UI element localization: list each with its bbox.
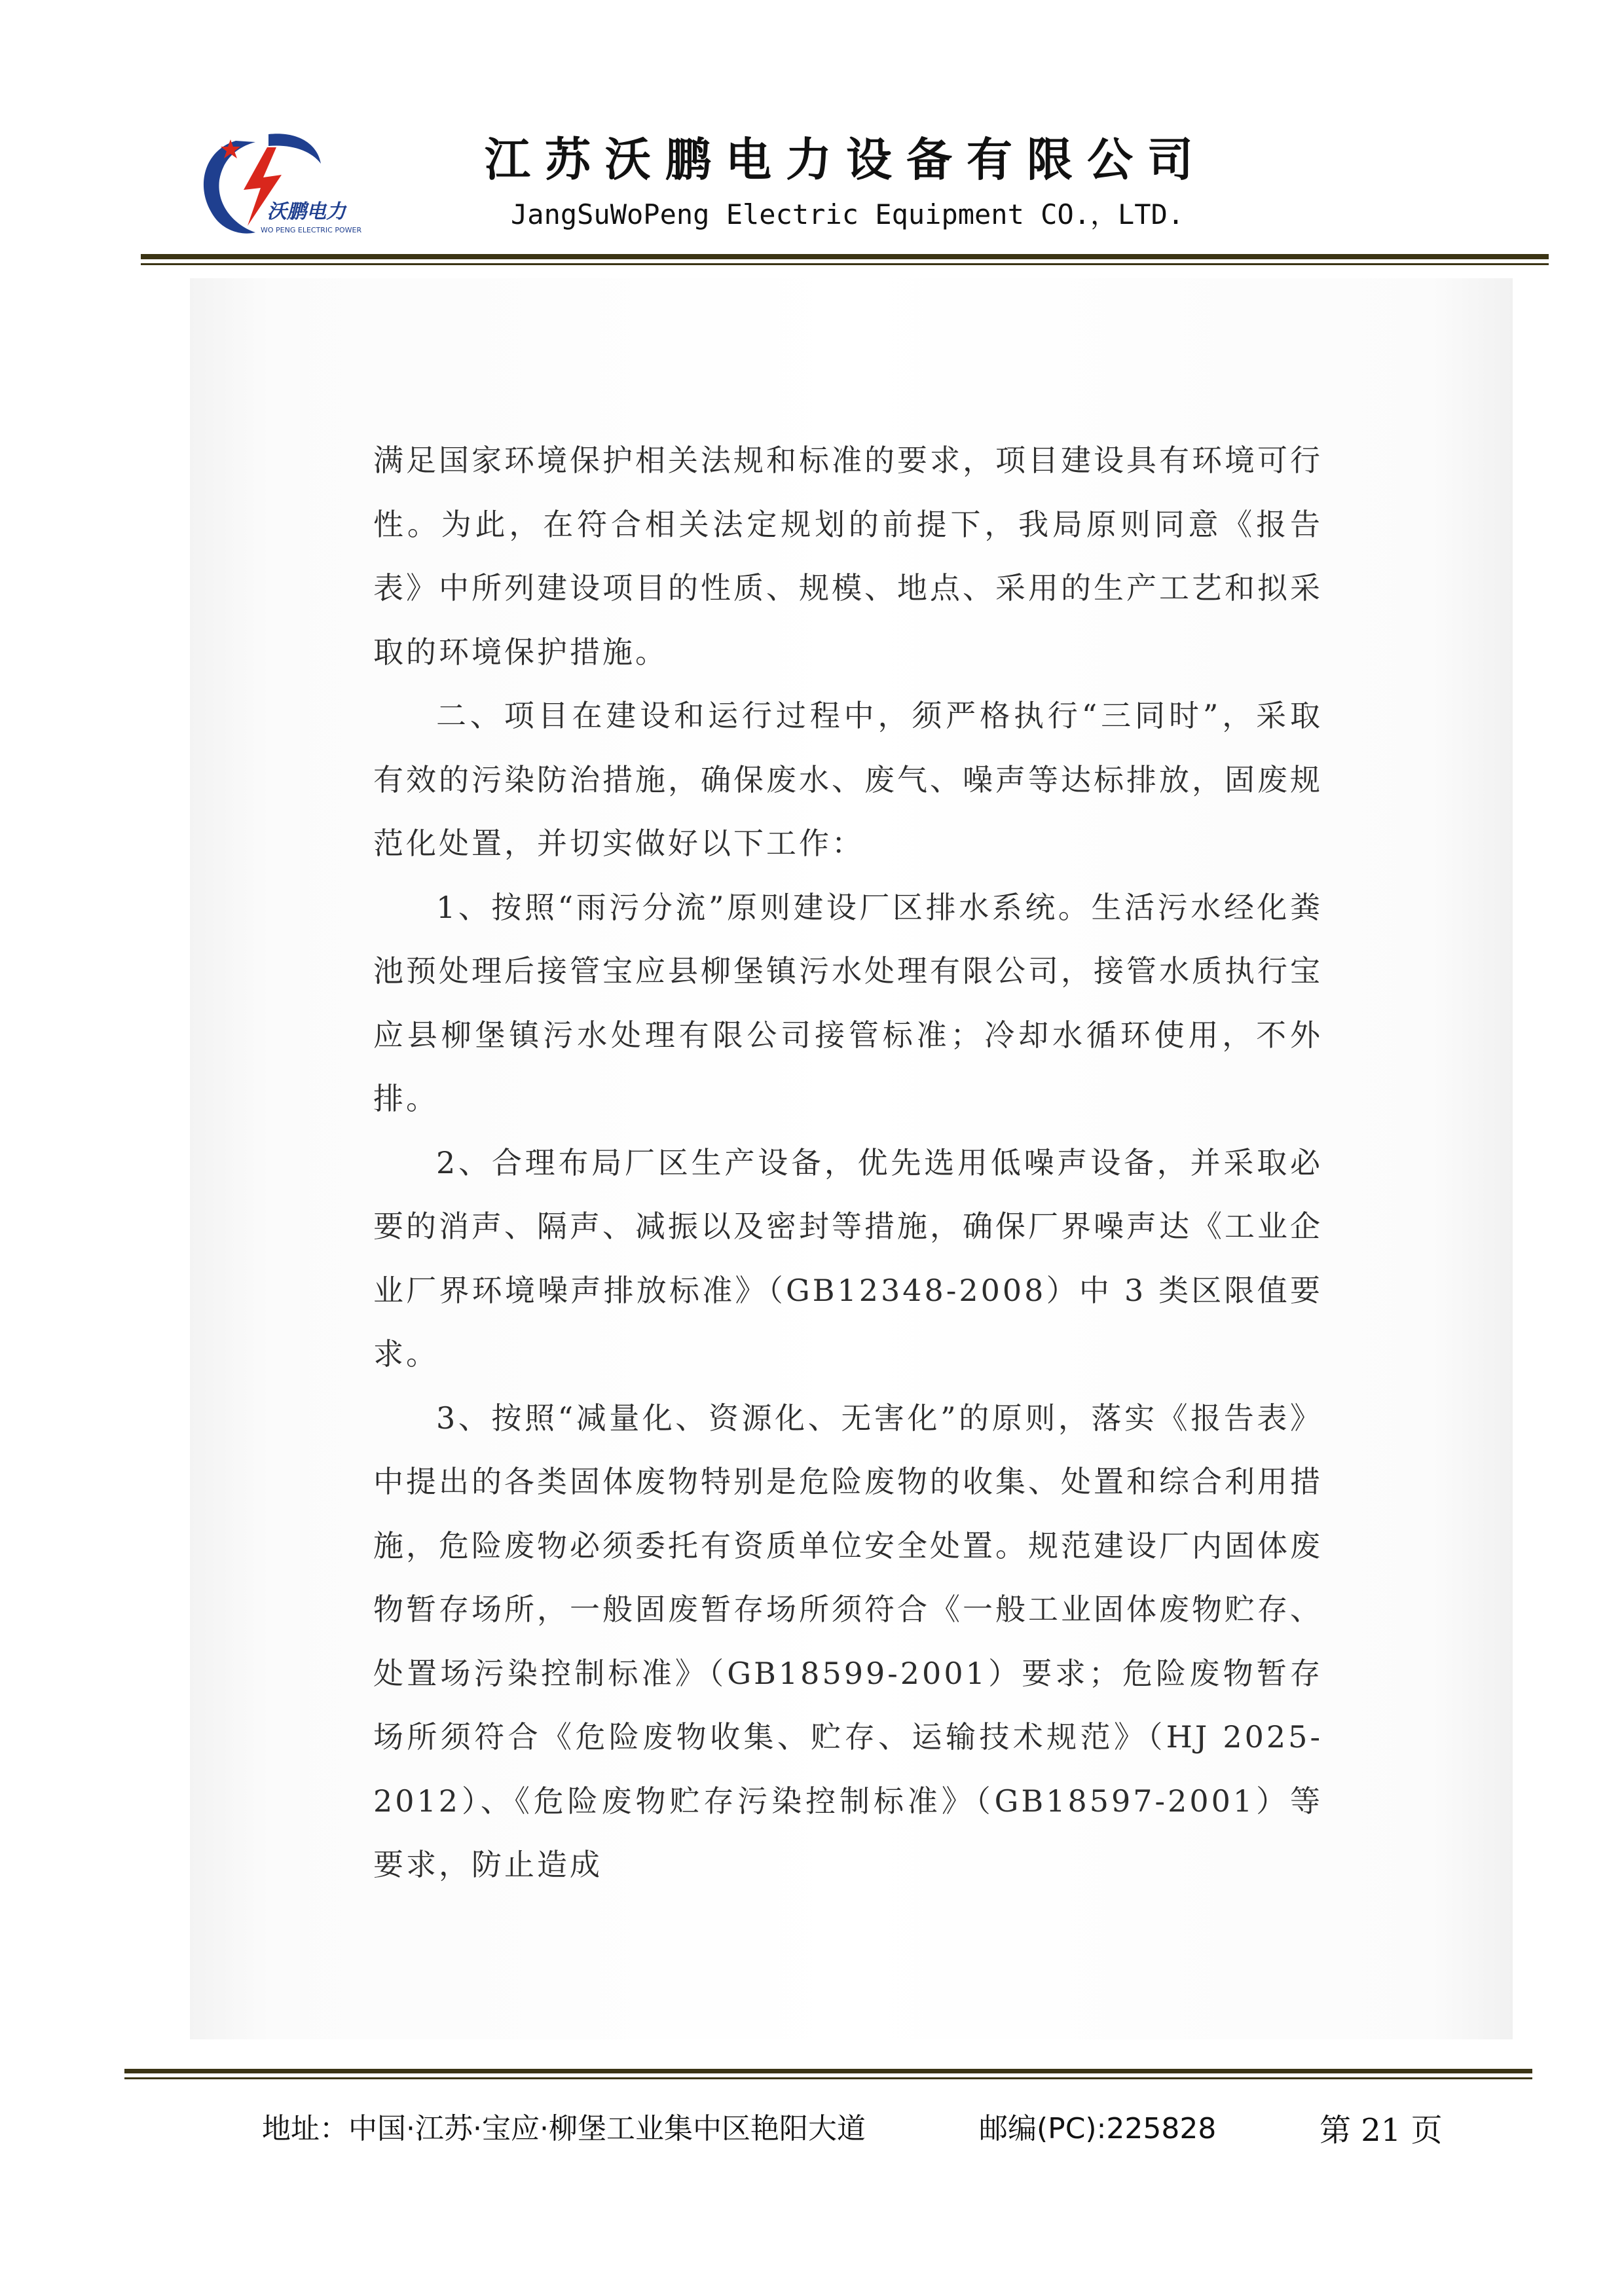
document-body	[373, 429, 1323, 1897]
paragraph: 2、合理布局厂区生产设备，优先选用低噪声设备，并采取必要的消声、隔声、减振以及密封等措施，确保厂界噪声达《工业企业厂界环境噪声排放标准》（GB12348-2008）中 3 类区限值要求。	[373, 1144, 1323, 1372]
footer-address: 地址：中国·江苏·宝应·柳堡工业集中区艳阳大道	[262, 2112, 866, 2145]
company-logo	[190, 128, 362, 239]
page-number: 第 21 页	[1320, 2112, 1443, 2149]
paragraph: 满足国家环境保护相关法规和标准的要求，项目建设具有环境可行性。为此，在符合相关法定规划的前提下，我局原则同意《报告表》中所列建设项目的性质、规模、地点、采用的生产工艺和拟采取的环境保护措施。	[373, 443, 1323, 670]
logo-text-cn: 沃鹏电力	[267, 200, 346, 223]
logo-text-en: WO PENG ELECTRIC POWER	[261, 226, 362, 234]
company-name-cn: 江苏沃鹏电力设备有限公司	[485, 133, 1208, 187]
header-divider	[141, 254, 1549, 259]
header-divider-thin	[141, 263, 1549, 265]
paragraph: 3、按照“减量化、资源化、无害化”的原则，落实《报告表》中提出的各类固体废物特别是危险废物的收集、处置和综合利用措施，危险废物必须委托有资质单位安全处置。规范建设厂内固体废物暂存场所，一般固废暂存场所须符合《一般工业固体废物贮存、处置场污染控制标准》（GB18599-2001）要求；危险废物暂存场所须符合《危险废物收集、贮存、运输技术规范》（HJ 2025-2012）、《危险废物贮存污染控制标准》（GB18597-2001）等要求，防止造成	[373, 1400, 1323, 1882]
footer-postcode: 邮编(PC):225828	[979, 2112, 1217, 2145]
company-name-en: JangSuWoPeng Electric Equipment CO.，LTD.	[511, 198, 1185, 230]
paragraph: 1、按照“雨污分流”原则建设厂区排水系统。生活污水经化粪池预处理后接管宝应县柳堡镇污水处理有限公司，接管水质执行宝应县柳堡镇污水处理有限公司接管标准；冷却水循环使用，不外排。	[373, 889, 1323, 1116]
logo-mark-icon	[190, 128, 362, 239]
footer-divider-thin	[124, 2077, 1532, 2079]
paragraph: 二、项目在建设和运行过程中，须严格执行“三同时”，采取有效的污染防治措施，确保废水、废气、噪声等达标排放，固废规范化处置，并切实做好以下工作：	[373, 698, 1323, 861]
footer-divider	[124, 2069, 1532, 2073]
